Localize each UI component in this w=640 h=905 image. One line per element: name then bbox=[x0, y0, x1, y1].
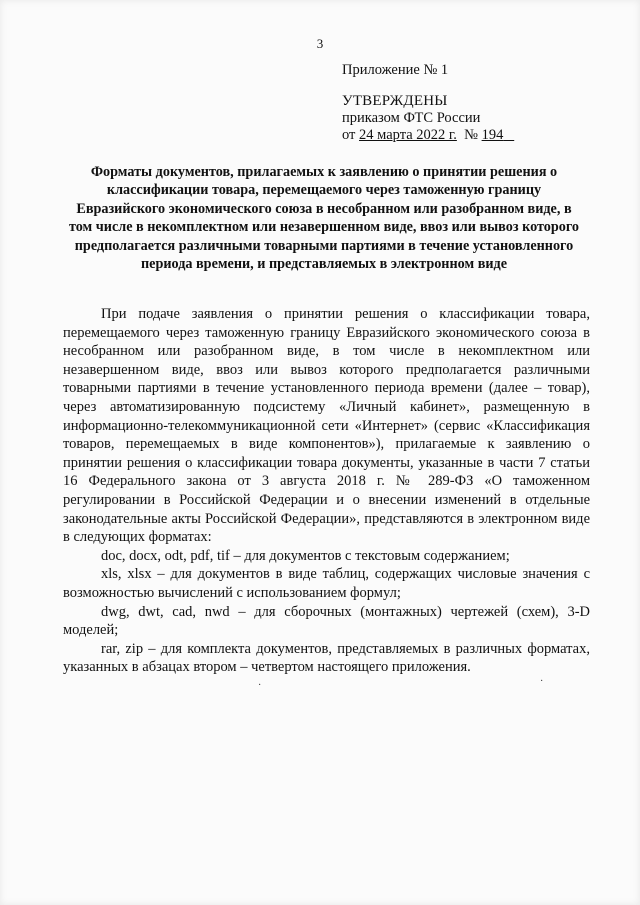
date-prefix: от bbox=[342, 127, 360, 143]
paragraph-archive-formats: rar, zip – для комплекта документов, представляемых в различных форматах, указанных в абзацах втором – четвертом настоящего приложения. bbox=[63, 640, 590, 676]
page-number: 3 bbox=[316, 36, 324, 51]
document-body bbox=[63, 305, 590, 677]
approval-block bbox=[342, 62, 602, 144]
number-prefix: № bbox=[464, 127, 482, 143]
scan-speck: · bbox=[258, 680, 262, 691]
order-date: 24 марта 2022 г. bbox=[359, 127, 457, 143]
approved-label: УТВЕРЖДЕНЫ bbox=[342, 93, 448, 109]
order-number: 194 bbox=[481, 127, 504, 143]
paragraph-table-formats: xls, xlsx – для документов в виде таблиц, содержащих числовые значения с возможностью вычислений с использованием формул; bbox=[63, 566, 590, 601]
appendix-label: Приложение № 1 bbox=[342, 62, 449, 78]
order-date-number bbox=[342, 127, 602, 144]
paragraph-intro: При подаче заявления о принятии решения о классификации товара, перемещаемого через таможенную границу Евразийского экономического союза в несобранном или разобранном виде, в том числе в некомплектном или незавершенном виде, ввоз или вывоз которого предполагается различными товарными партиями в течение установленного периода времени (далее – товар), через автоматизированную подсистему «Личный кабинет», размещенную в информационно-телекоммуникационной сети «Интернет» (сервис «Классификация товаров, перемещаемых в виде компонентов»), прилагаемые к заявлению о принятии решения о классификации товара документы, указанные в части 7 статьи 16 Федерального закона от 3 августа 2018 г. № 289-ФЗ «О таможенном регулировании в Российской Федерации и о внесении изменений в отдельные законодательные акты Российской Федерации», представляются в электронном виде в следующих форматах: bbox=[63, 306, 590, 546]
paragraph-drawing-formats: dwg, dwt, cad, nwd – для сборочных (монтажных) чертежей (схем), 3-D моделей; bbox=[63, 603, 590, 639]
paragraph-text-formats: doc, docx, odt, pdf, tif – для документов с текстовым содержанием; bbox=[101, 547, 510, 564]
scan-speck: · bbox=[540, 676, 544, 687]
document-title: Форматы документов, прилагаемых к заявлению о принятии решения о классификации товара, перемещаемого через таможенную границу Евразийского экономического союза в несобранном или разобранном виде, в том числе в некомплектном или незавершенном виде, ввоз или вывоз которого предполагается различными товарными партиями в течение установленного периода времени, и представляемых в электронном виде bbox=[68, 164, 580, 273]
order-issuer: приказом ФТС России bbox=[342, 110, 481, 126]
